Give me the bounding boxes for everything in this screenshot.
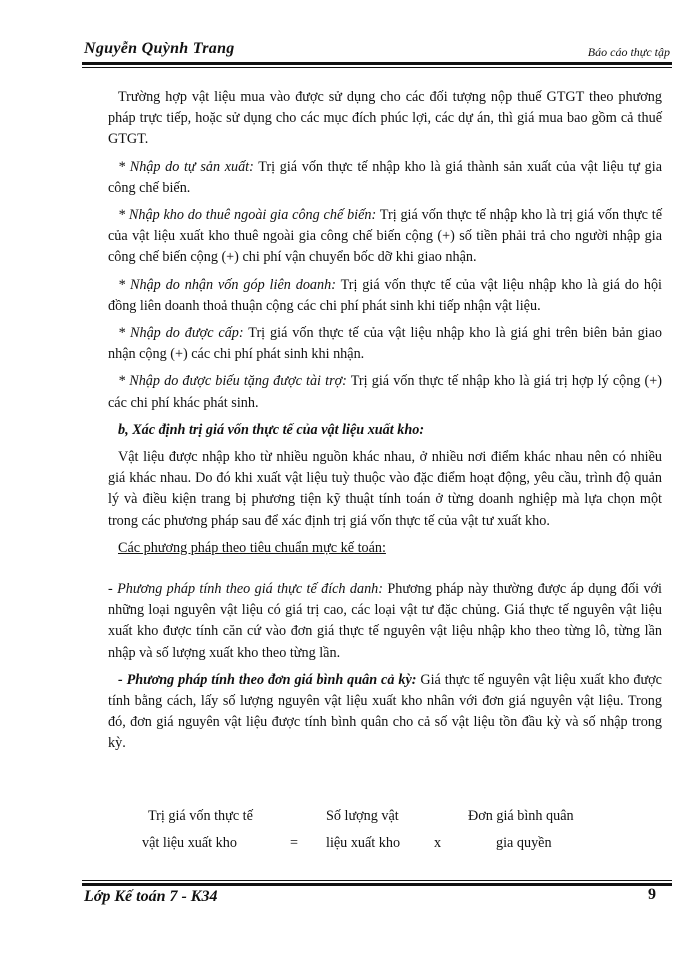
text-donated: Trị giá vốn thực tế nhập kho là giá trị hợp lý cộng (+) các chi phí khác phát sinh. (108, 373, 663, 411)
formula-term-value-cont: vật liệu xuất kho (142, 835, 237, 851)
paragraph-donated (108, 371, 662, 413)
paragraph-specific-identification (108, 579, 662, 664)
paragraph-self-produced (108, 157, 662, 199)
paragraph-outsourced-processing (108, 205, 662, 269)
label-allocated: * Nhập do được cấp: (118, 325, 244, 342)
formula-term-unit-price: Đơn giá bình quân (468, 808, 574, 824)
text-outsourced-processing: Trị giá vốn thực tế nhập kho là trị giá vốn thực tế của vật liệu xuất kho thuê ngoài gia công chế biến cộng (+) số tiền phải trả cho người nhập gia công chế biến cộng (+) chi phí vận chuyển bốc dỡ khi giao nhận. (108, 207, 662, 266)
methods-heading: Các phương pháp theo tiêu chuẩn mực kế toán: (118, 539, 386, 556)
footer-class-name: Lớp Kế toán 7 - K34 (84, 888, 218, 905)
text-joint-venture: Trị giá vốn thực tế của vật liệu nhập kho là giá do hội đồng liên doanh thoả thuận cộng các chi phí phát sinh khi tiếp nhận vật liệu. (108, 276, 662, 314)
section-heading-b: b, Xác định trị giá vốn thực tế của vật liệu xuất kho: (118, 421, 425, 438)
header-author: Nguyễn Quỳnh Trang (84, 40, 235, 57)
header-doc-type: Báo cáo thực tập (587, 45, 670, 59)
paragraph-allocated (108, 323, 662, 365)
label-donated: * Nhập do được biếu tặng được tài trợ: (118, 373, 347, 390)
text-weighted-average: Giá thực tế nguyên vật liệu xuất kho được tính bằng cách, lấy số lượng nguyên vật liệu xuất kho nhân với đơn giá nguyên vật liệu. Trong đó, đơn giá nguyên vật liệu được tính bình quân cho cả số vật liệu tồn đầu kỳ và số nhập trong kỳ. (108, 671, 662, 752)
footer-divider (82, 880, 672, 886)
text-specific-identification: Phương pháp này thường được áp dụng đối với những loại nguyên vật liệu có giá trị cao, các loại vật tư đặc chủng. Giá thực tế nguyên vật liệu xuất kho được tính căn cứ vào đơn giá thực tế nguyên vật liệu nhập kho theo từng lô, từng lần nhập và số lượng xuất kho theo từng lần. (108, 581, 662, 661)
label-weighted-average: - Phương pháp tính theo đơn giá bình quân cả kỳ: (118, 671, 417, 688)
paragraph-purchase-vat: Trường hợp vật liệu mua vào được sử dụng cho các đối tượng nộp thuế GTGT theo phương pháp trực tiếp, hoặc sử dụng cho các mục đích phúc lợi, các dự án, thì giá mua bao gồm cả thuế GTGT. (108, 89, 662, 148)
header-divider (82, 62, 672, 68)
formula-row-1 (108, 803, 662, 830)
text-allocated: Trị giá vốn thực tế của vật liệu nhập kho là giá ghi trên biên bản giao nhận cộng (+) các chi phí phát sinh khi nhận. (108, 325, 662, 363)
formula-multiply-sign: x (434, 835, 442, 851)
page-number: 9 (648, 886, 656, 903)
formula-term-value: Trị giá vốn thực tế (148, 808, 253, 824)
paragraph-joint-venture (108, 275, 662, 317)
page-body (108, 87, 662, 761)
formula-term-unit-price-cont: gia quyền (496, 835, 552, 851)
formula-term-quantity: Số lượng vật (326, 808, 399, 824)
valuation-formula (108, 803, 662, 857)
formula-term-quantity-cont: liệu xuất kho (326, 835, 401, 851)
formula-equals-sign: = (290, 835, 299, 851)
label-joint-venture: * Nhập do nhận vốn góp liên doanh: (118, 276, 336, 293)
label-self-produced: * Nhập do tự sản xuất: (118, 158, 254, 175)
formula-row-2 (108, 830, 662, 857)
paragraph-weighted-average (108, 670, 662, 755)
paragraph-export-intro: Vật liệu được nhập kho từ nhiều nguồn khác nhau, ở nhiều nơi điểm khác nhau nên có nhiều giá khác nhau. Do đó khi xuất vật liệu tuỳ thuộc vào đặc điểm hoạt động, yêu cầu, trình độ quản lý và điều kiện trang bị phương tiện kỹ thuật tính toán ở từng doanh nghiệp mà lựa chọn một trong các phương pháp sau để xác định trị giá vốn thực tế của vật tư xuất kho. (108, 449, 662, 529)
label-specific-identification: - Phương pháp tính theo giá thực tế đích danh: (108, 581, 383, 598)
label-outsourced-processing: * Nhập kho do thuê ngoài gia công chế biến: (118, 207, 377, 224)
text-self-produced: Trị giá vốn thực tế nhập kho là giá thành sản xuất của vật liệu tự gia công chế biến. (108, 158, 662, 196)
